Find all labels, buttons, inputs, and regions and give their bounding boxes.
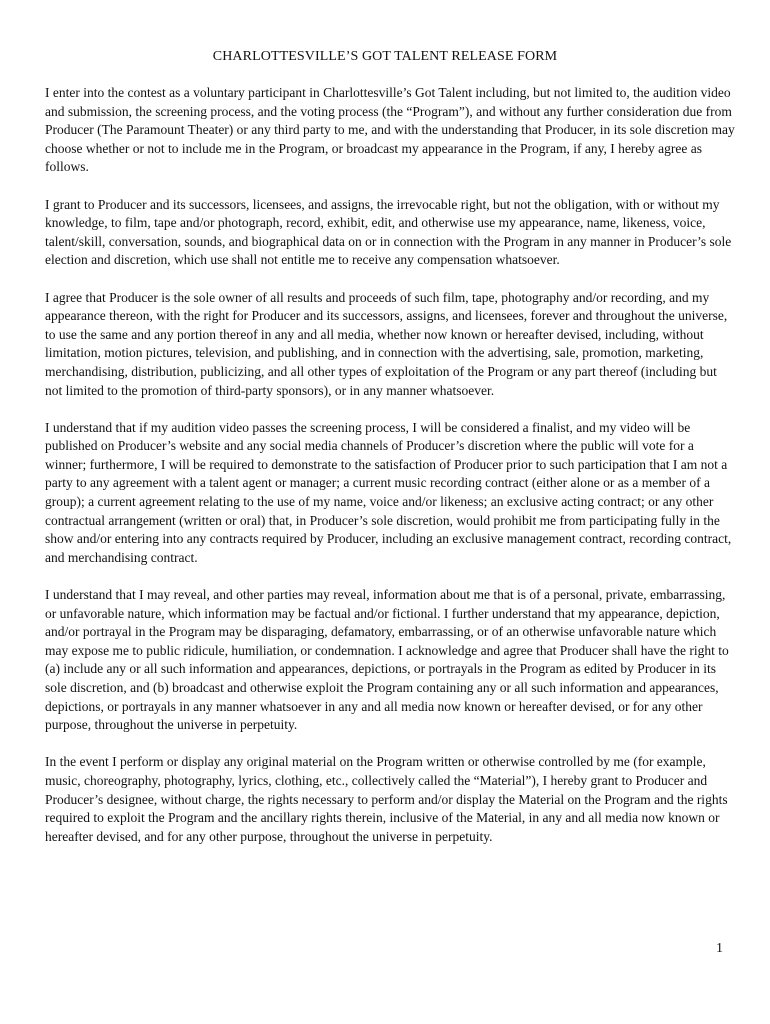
paragraph-ownership: I agree that Producer is the sole owner of all results and proceeds of such film, tape, photography and/or recording, and my appearance thereon, with the right for Producer and its successors, assigns, and licensees, forever and throughout the universe, to use the same and any portion thereof in any and all media, whether now known or hereafter devised, including, without limitation, motion pictures, television, and publishing, and in connection with the advertising, sale, promotion, marketing, merchandising, distribution, publicizing, and all other types of exploitation of the Program or any part thereof (including but not limited to the promotion of third-party sponsors), or in any manner whatsoever. bbox=[45, 289, 728, 398]
document-body bbox=[45, 84, 735, 865]
page-number: 1 bbox=[716, 941, 723, 956]
paragraph-grant-rights: I grant to Producer and its successors, licensees, and assigns, the irrevocable right, but not the obligation, with or without my knowledge, to film, tape and/or photograph, record, exhibit, edit, and otherwise use my appearance, name, likeness, voice, talent/skill, conversation, sounds, and biographical data on or in connection with the Program in any manner in Producer’s sole election and discretion, which use shall not entitle me to receive any compensation whatsoever. bbox=[45, 196, 732, 268]
paragraph-participation: I enter into the contest as a voluntary participant in Charlottesville’s Got Talent including, but not limited to, the audition video and submission, the screening process, and the voting process (the “Program”), and without any further consideration due from Producer (The Paramount Theater) or any third party to me, and with the understanding that Producer, in its sole discretion may choose whether or not to include me in the Program, or broadcast my appearance in the Program, if any, I hereby agree as follows. bbox=[45, 85, 735, 175]
paragraph-original-material: In the event I perform or display any original material on the Program written or otherwise controlled by me (for example, music, choreography, photography, lyrics, clothing, etc., collectively called the “Material”), I hereby grant to Producer and Producer’s designee, without charge, the rights necessary to perform and/or display the Material on the Program and the rights required to exploit the Program and the ancillary rights therein, inclusive of the Material, in any and all media now known or hereafter devised, and for any other purpose, throughout the universe in perpetuity. bbox=[45, 754, 728, 844]
paragraph-finalist: I understand that if my audition video passes the screening process, I will be considered a finalist, and my video will be published on Producer’s website and any social media channels of Producer’s discretion where the public will vote for a winner; furthermore, I will be required to demonstrate to the satisfaction of Producer prior to such participation that I am not a party to any agreement with a talent agent or manager; a current music recording contract (either alone or as a member of a group); a current agreement relating to the use of my name, voice and/or likeness; an exclusive acting contract; or any other contractual arrangement (written or oral) that, in Producer’s sole discretion, would prohibit me from participating fully in the show and/or entering into any contracts required by Producer, including an exclusive management contract, recording contract, and merchandising contract. bbox=[45, 419, 732, 565]
document-title: CHARLOTTESVILLE’S GOT TALENT RELEASE FORM bbox=[212, 49, 558, 64]
paragraph-disclosure: I understand that I may reveal, and other parties may reveal, information about me that is of a personal, private, embarrassing, or unfavorable nature, which information may be factual and/or fictional. I further understand that my appearance, depiction, and/or portrayal in the Program may be disparaging, defamatory, embarrassing, or of an otherwise unfavorable nature which may expose me to public ridicule, humiliation, or condemnation. I acknowledge and agree that Producer shall have the right to (a) include any or all such information and appearances, depictions, or portrayals in the Program as edited by Producer in its sole discretion, and (b) broadcast and otherwise exploit the Program containing any or all such information and appearances, depictions, or portrayals in any manner whatsoever in any and all media now known or hereafter devised, or for any other purpose, throughout the universe in perpetuity. bbox=[45, 587, 729, 733]
